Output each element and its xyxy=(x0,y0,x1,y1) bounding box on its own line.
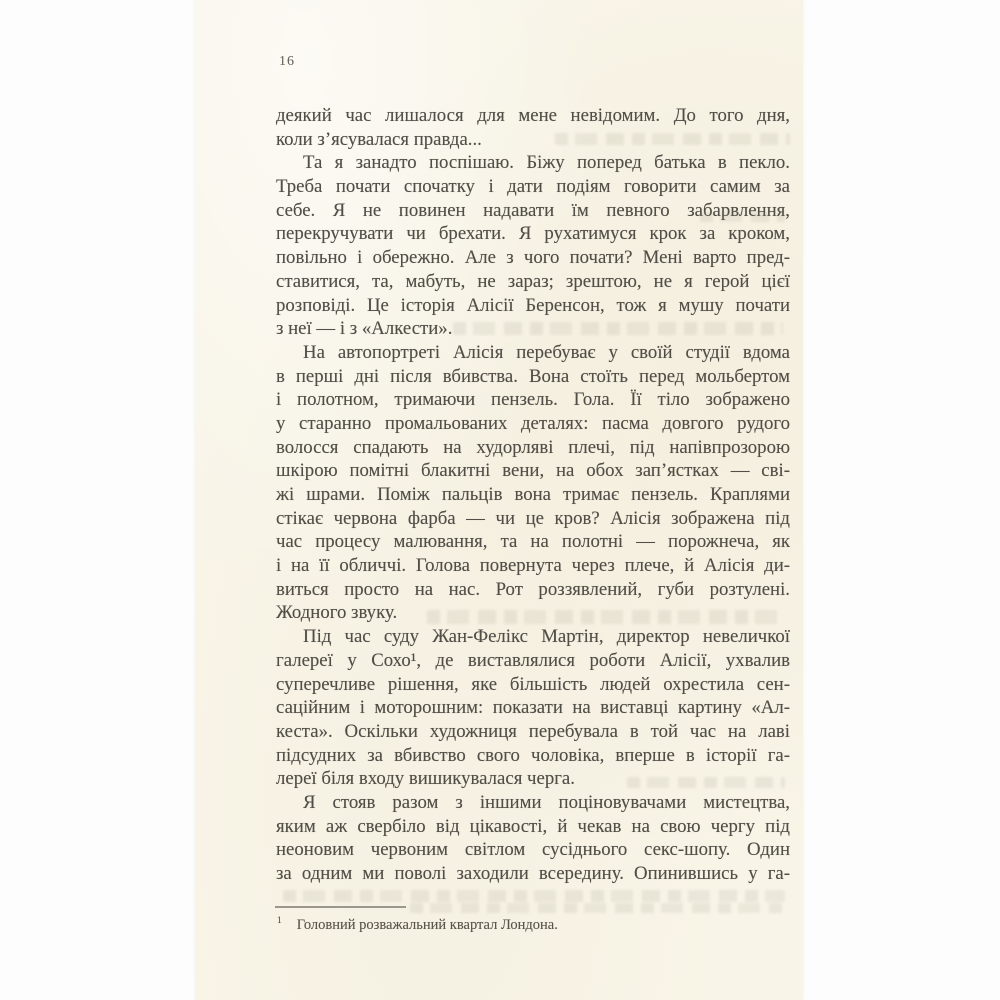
text-line: Треба почати спочатку і дати подіям говорити самим за xyxy=(276,176,790,198)
footnote xyxy=(277,916,790,934)
text-line: яким аж свербіло від цікавості, й чекав на свою чергу під xyxy=(276,815,790,837)
bleedthrough-ghost xyxy=(627,777,785,788)
text-line: шкірою помітні блакитні вени, на обох зап’ястках — сві- xyxy=(276,460,790,482)
text-line: Під час суду Жан-Фелікс Мартін, директор невеличкої xyxy=(303,626,790,648)
bleedthrough-ghost xyxy=(410,903,782,913)
text-line: виться просто на нас. Рот роззявлений, губи розтулені. xyxy=(276,578,790,600)
text-line: Та я занадто поспішаю. Біжу поперед батька в пекло. xyxy=(303,152,790,174)
text-line: саційним і моторошним: показати на виставці картину «Ал- xyxy=(276,697,790,719)
text-line: кеста». Оскільки художниця перебувала в той час на лаві xyxy=(276,720,790,742)
text-line: і полотном, тримаючи пензель. Гола. Її тіло зображено xyxy=(276,389,790,411)
text-line: галереї у Сохо¹, де виставлялися роботи Алісії, ухвалив xyxy=(276,649,790,671)
bleedthrough-ghost xyxy=(555,133,790,145)
text-line: з неї — і з «Алкести». xyxy=(276,318,453,340)
text-line: жі шрами. Поміж пальців вона тримає пензель. Краплями xyxy=(276,484,790,505)
text-line: деякий час лишалося для мене невідомим. До того дня, xyxy=(276,105,790,126)
text-line: неоновим червоним світлом сусіднього секс-шопу. Один xyxy=(276,839,790,861)
paper-page xyxy=(195,0,803,1000)
text-line: стікає червона фарба — чи це кров? Алісія зображена під xyxy=(276,507,790,529)
text-line: суперечливе рішення, яке більшість людей охрестила сен- xyxy=(276,673,790,695)
text-line: за одним ми поволі заходили всередину. Опинившись у га- xyxy=(276,863,790,884)
text-line: у старанно промальованих деталях: пасма довгого рудого xyxy=(276,412,790,434)
page-number: 16 xyxy=(279,54,295,69)
text-line: На автопортреті Алісія перебуває у своїй студії вдома xyxy=(303,341,790,363)
bleedthrough-ghost xyxy=(700,212,785,222)
text-line: лереї біля входу вишикувалася черга. xyxy=(276,768,575,790)
bleedthrough-ghost xyxy=(427,610,783,624)
text-line: в перші дні після вбивства. Вона стоїть перед мольбертом xyxy=(276,365,790,387)
text-line: ставитися, та, мабуть, не зараз; зрештою, не я герой цієї xyxy=(276,270,790,292)
footnote-marker: 1 xyxy=(277,916,282,926)
bleedthrough-ghost xyxy=(283,890,785,902)
text-line: Жодного звуку. xyxy=(276,602,398,624)
bleedthrough-ghost xyxy=(453,322,783,335)
text-line: Я стояв разом з іншими поціновувачами мистецтва, xyxy=(303,791,790,813)
text-line: перекручувати чи брехати. Я рухатимуся крок за кроком, xyxy=(276,223,790,245)
text-line: повільно і обережно. Але з чого почати? Мені варто пред- xyxy=(276,247,790,269)
text-line: волосся спадають на худорляві плечі, під напівпрозорою xyxy=(276,436,790,458)
text-line: підсудних за вбивство свого чоловіка, вперше в історії га- xyxy=(276,744,790,766)
text-line: коли з’ясувалася правда... xyxy=(276,128,482,150)
footnote-text: Головний розважальний квартал Лондона. xyxy=(296,917,558,933)
text-line: розповіді. Це історія Алісії Беренсон, тож я мушу почати xyxy=(276,294,790,316)
text-line: і на її обличчі. Голова повернута через плече, й Алісія ди- xyxy=(276,555,790,577)
footnote-rule xyxy=(275,906,406,908)
text-line: час процесу малювання, та на полотні — порожнеча, як xyxy=(276,531,790,553)
text-line: себе. Я не повинен надавати їм певного забарвлення, xyxy=(276,199,790,221)
